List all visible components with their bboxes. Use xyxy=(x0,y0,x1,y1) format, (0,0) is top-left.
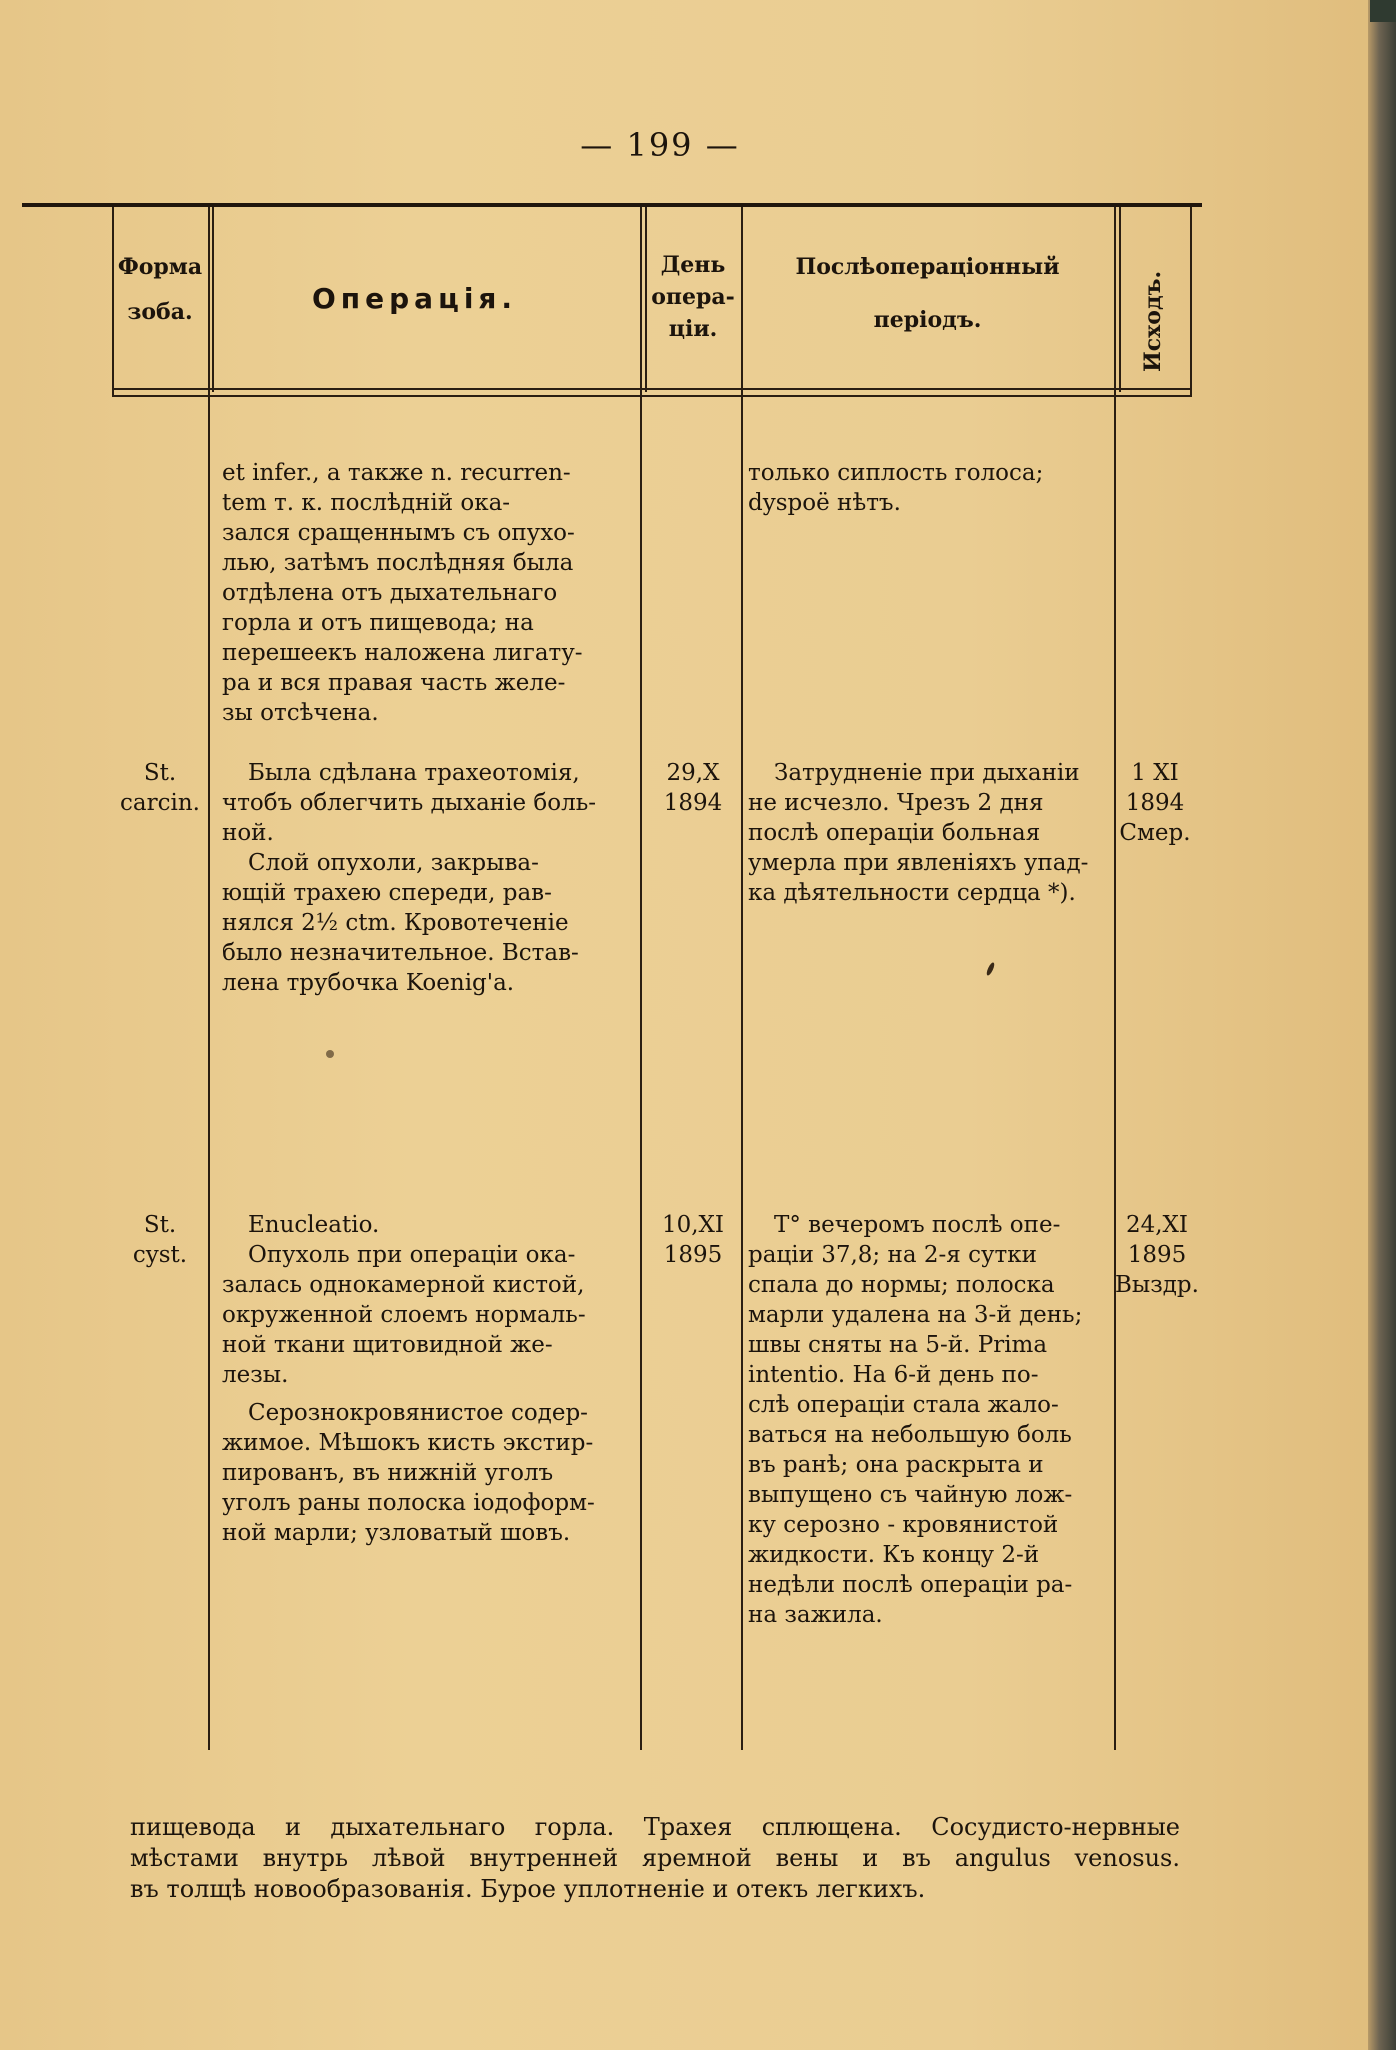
row1-operation: et infer., а также n. recurren- tem т. к. послѣднiй ока- зался сращеннымъ съ опухо- лью, затѣмъ послѣдняя была отдѣлена отъ дыхательнаго горла и отъ пищевода; на перешеекъ наложена лигату- ра и вся правая часть желе- зы отсѣчена. xyxy=(222,460,583,726)
ink-speck xyxy=(326,1050,334,1058)
row2-postop: Затрудненiе при дыханiи не исчезло. Чрезъ 2 дня послѣ операцiи больная умерла при явленiяхъ упад- ка дѣятельности сердца *). xyxy=(748,760,1089,906)
header-outcome: Исходъ. xyxy=(1140,270,1166,372)
row3-outcome: 24,XI 1895 Выздр. xyxy=(1115,1212,1199,1298)
row3-day: 10,XI 1895 xyxy=(661,1212,725,1268)
footnote: пищевода и дыхательнаго горла. Трахея сплющена. Сосудисто-нервные мѣстами внутрь лѣвой внутренней яремной вены и въ angulus venosus. въ толщѣ новообразованiя. Бурое уплотненiе и отекъ легкихъ. xyxy=(130,1813,1180,1903)
col-rule-2 xyxy=(640,207,642,1750)
header-operation: Операція. xyxy=(312,282,518,315)
row2-day: 29,X 1894 xyxy=(663,760,723,816)
col-rule-1 xyxy=(208,207,210,1750)
header-rule-1 xyxy=(112,388,1192,390)
header-form: Форма зоба. xyxy=(117,254,203,326)
page-number: — 199 — xyxy=(580,126,740,164)
row2-operation: Была сдѣлана трахеотомiя, чтобъ облегчить дыханiе боль- ной. Слой опухоли, закрыва- ющiй трахею спереди, рав- нялся 2½ ctm. Кровотеченiе было незначительное. Встав- лена трубочка Koenig'a. xyxy=(222,760,596,996)
col-rule-4b xyxy=(1119,207,1121,392)
book-cover-corner xyxy=(1370,0,1396,22)
col-rule-1b xyxy=(212,207,214,392)
col-rule-5 xyxy=(1190,207,1192,397)
row2-form: St. carcin. xyxy=(120,760,200,816)
row1-postop: только сиплость голоса; dyspoё нѣтъ. xyxy=(748,460,1044,516)
col-rule-3 xyxy=(741,207,743,1750)
row3-form: St. cyst. xyxy=(132,1212,188,1268)
row3-postop: T° вечеромъ послѣ опе- рацiи 37,8; на 2-я сутки спала до нормы; полоска марли удалена на 3-й день; швы сняты на 5-й. Prima intentio. На 6-й день по- слѣ операцiи стала жало- ваться на небольшую боль въ ранѣ; она раскрыта и выпущено съ чайную лож- ку серозно - кровянистой жидкости. Къ концу 2-й недѣли послѣ операцiи ра- на зажила. xyxy=(748,1212,1083,1628)
header-rule-2 xyxy=(112,395,1192,397)
book-binding-edge xyxy=(1368,0,1396,2050)
col-rule-4 xyxy=(1114,207,1116,1750)
row2-outcome: 1 XI 1894 Смер. xyxy=(1119,760,1191,846)
header-day: День опера- ціи. xyxy=(651,252,735,342)
table-top-rule xyxy=(22,203,1202,207)
row3-operation: Enucleatio. Опухоль при операцiи ока- залась однокамерной кистой, окруженной слоемъ нормаль- ной ткани щитовидной же- лезы. Серознокровянистое содер- жимое. Мѣшокъ кисть экстир- пированъ, въ нижнiй уголъ уголъ раны полоска iодоформ- ной марли; узловатый шовъ. xyxy=(222,1212,595,1546)
header-postop: Послѣоперацiонный перiодъ. xyxy=(795,254,1060,334)
